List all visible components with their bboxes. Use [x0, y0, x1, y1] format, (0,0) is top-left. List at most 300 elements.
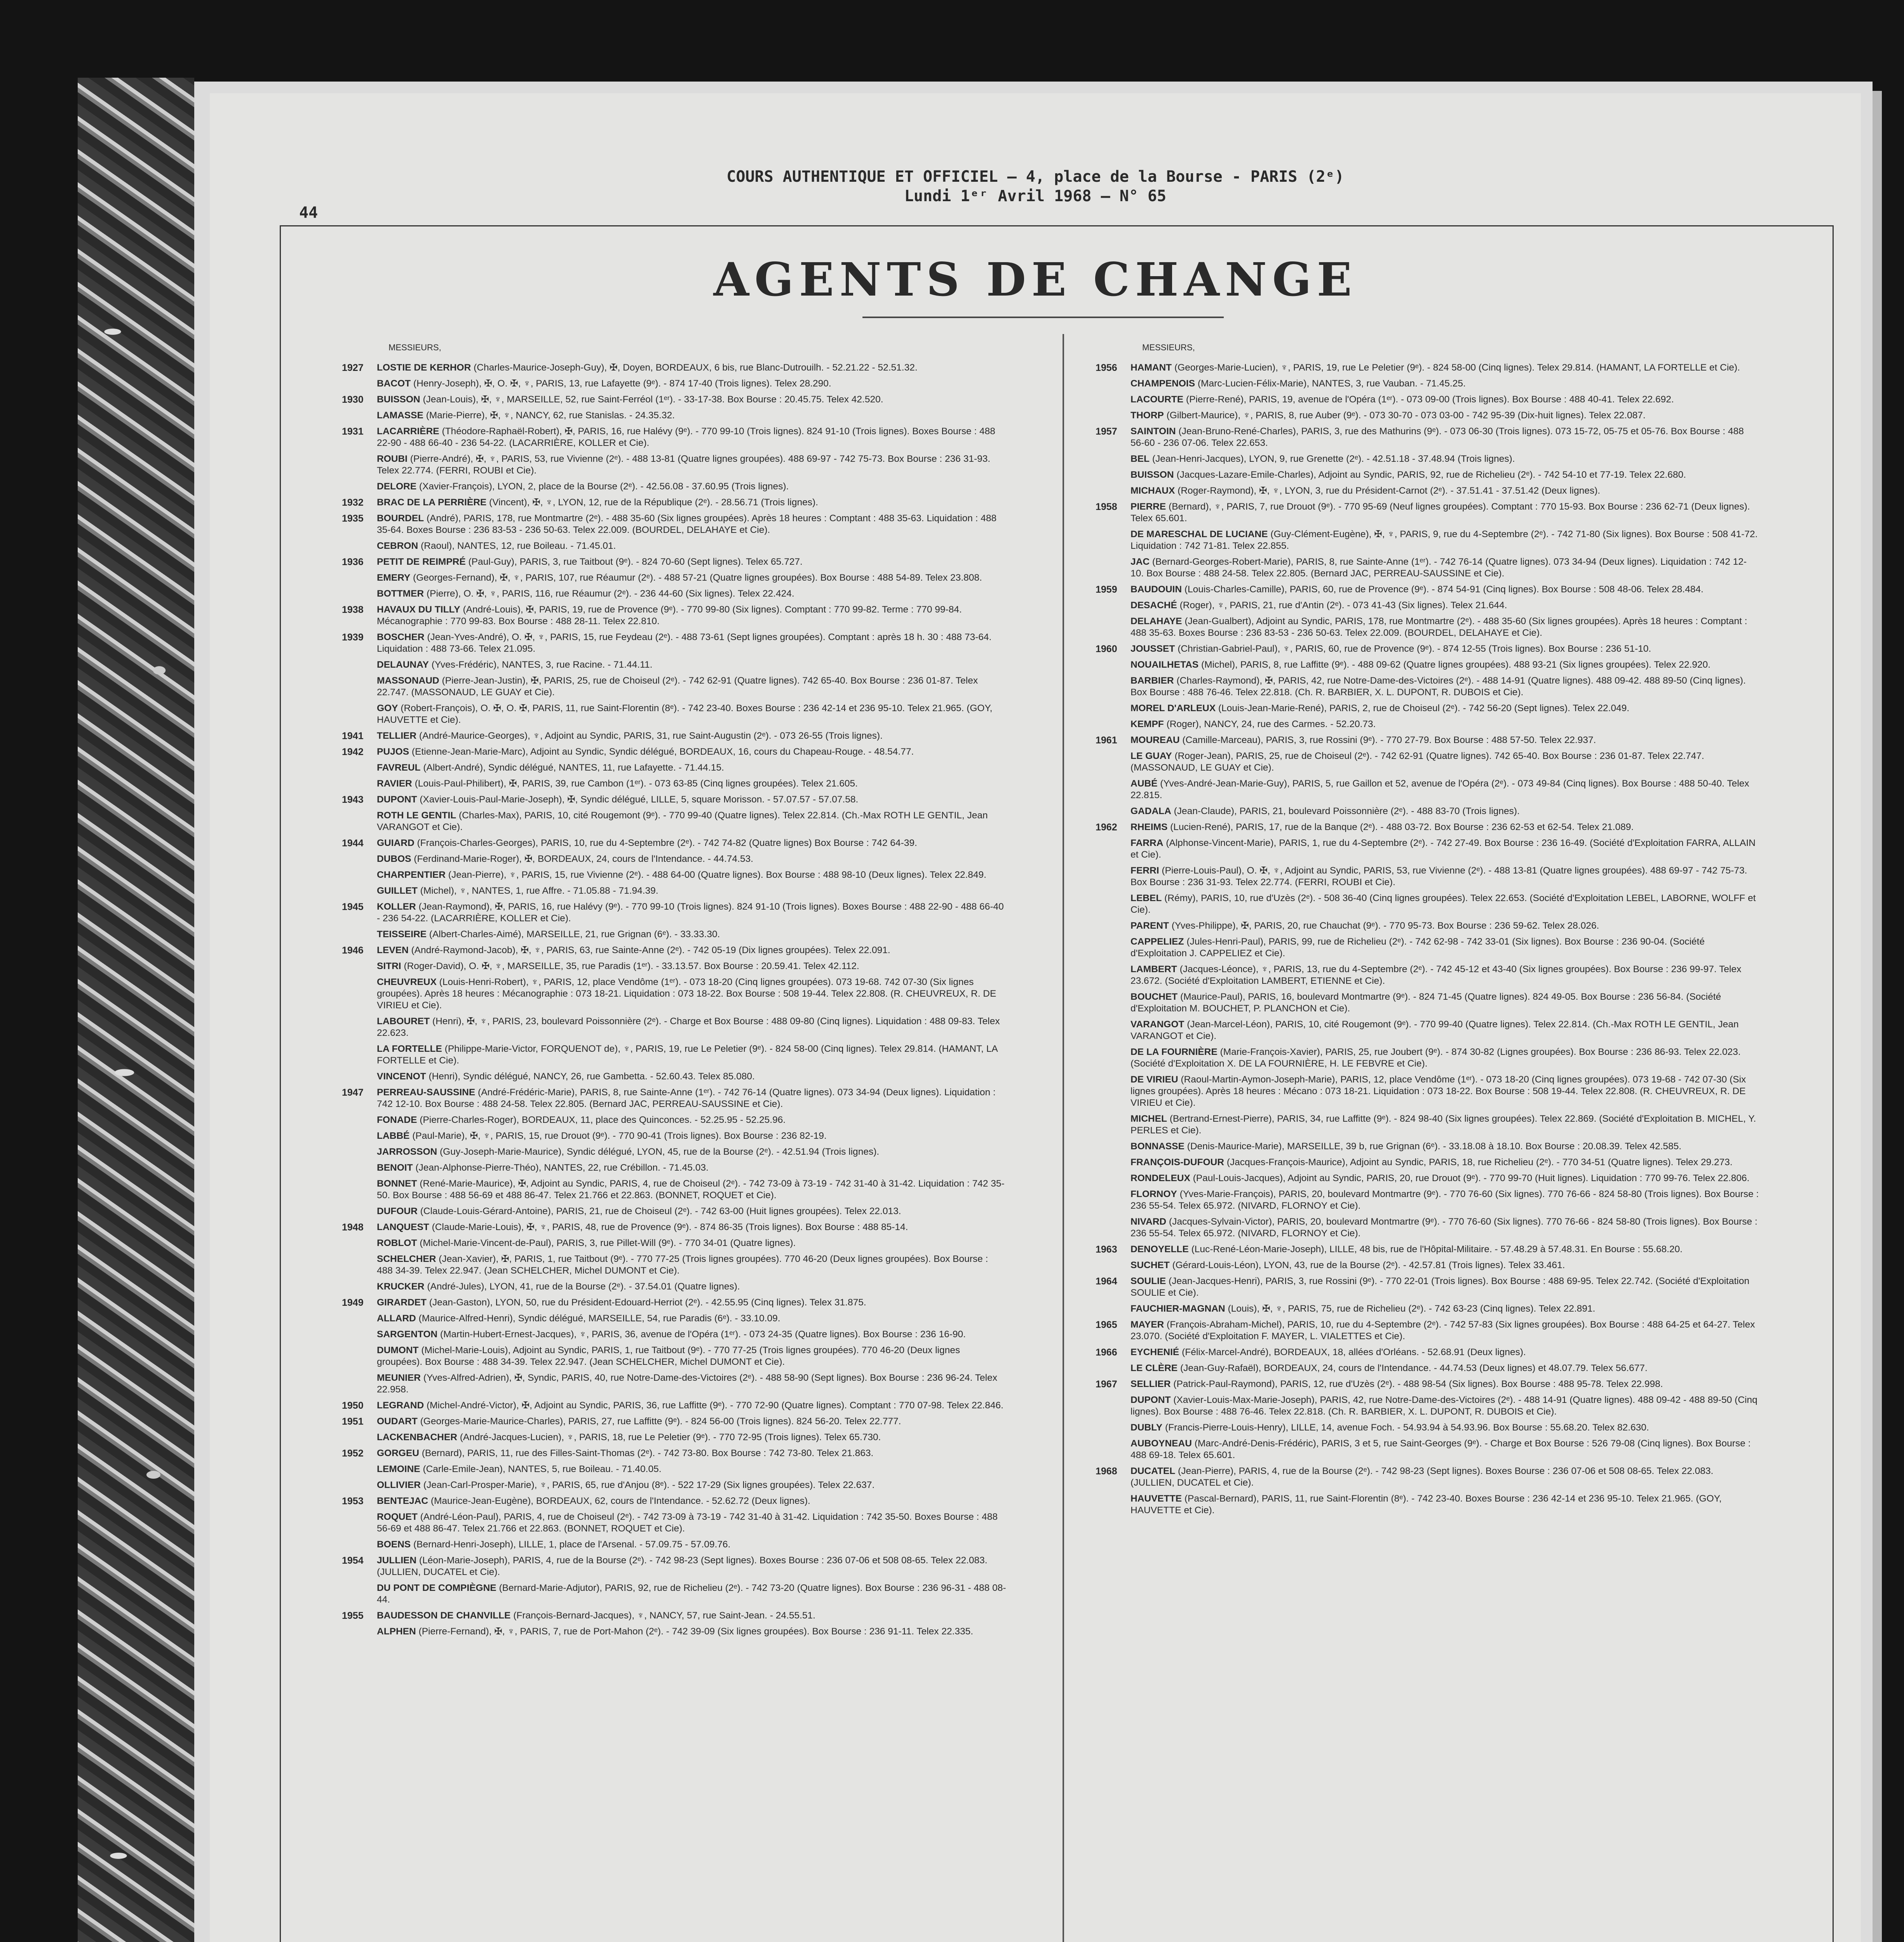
agent-name: LACKENBACHER — [377, 1432, 457, 1443]
admission-year: 1936 — [342, 557, 364, 567]
agent-entry — [1080, 719, 1760, 730]
agent-details: (André-Frédéric-Marie), PARIS, 8, rue Sainte-Anne (1ᵉʳ). - 742 76-14 (Quatre lignes). 073 34-94 (Deux lignes). Liquidation : 742 12-10. Box Bourse : 488 24-58. Telex 22.805. (Bernard JAC, PERREAU-SAUSSINE et Cie). — [377, 1087, 996, 1109]
agent-entry — [1080, 1493, 1760, 1516]
agent-name: DUMONT — [377, 1345, 419, 1356]
agent-entry — [326, 1114, 1006, 1126]
agent-name: LA FORTELLE — [377, 1044, 442, 1054]
admission-year: 1951 — [342, 1416, 364, 1427]
admission-year: 1953 — [342, 1496, 364, 1507]
agent-entry — [1080, 643, 1760, 655]
admission-year: 1949 — [342, 1297, 364, 1308]
agent-entry — [1080, 600, 1760, 611]
agent-details: (Christian-Gabriel-Paul), ♆, PARIS, 60, rue de Provence (9ᵉ). - 874 12-55 (Trois lignes). Box Bourse : 236 51-10. — [1178, 644, 1651, 654]
agent-details: (Louis-Henri-Robert), ♆, PARIS, 12, place Vendôme (1ᵉʳ). - 073 18-20 (Cinq lignes groupées). 073 19-68. 742 07-30 (Six lignes groupées). Après 18 heures : Mécanographie : 073 18-21. Liquidation : 073 18-22. Box Bourse : 508 19-44. Telex 22.808. (R. CHEUVREUX, R. DE VIRIEU et Cie). — [377, 977, 996, 1011]
agent-name: OUDART — [377, 1416, 418, 1427]
admission-year: 1932 — [342, 497, 364, 508]
header-line-2: Lundi 1ᵉʳ Avril 1968 — N° 65 — [904, 187, 1167, 205]
agent-name: BENOIT — [377, 1162, 413, 1173]
agent-entry — [326, 410, 1006, 421]
agent-details: (André-Léon-Paul), PARIS, 4, rue de Choiseul (2ᵉ). - 742 73-09 à 73-19 - 742 31-40 à 31-42. Liquidation : 742 35-50. Boxes Bourse : 488 56-69 et 488 86-47. Telex 21.766 et 22.863. (BONNET, ROQUET et Cie). — [377, 1512, 998, 1534]
agent-entry — [326, 1416, 1006, 1427]
agent-details: (Jean-Yves-André), O. ✠, ♆, PARIS, 15, rue Feydeau (2ᵉ). - 488 73-61 (Sept lignes groupées). Comptant : après 18 h. 30 : 488 73-64. Liquidation : 488 73-66. Telex 21.095. — [377, 632, 992, 654]
agent-details: (Pierre-Jean-Justin), ✠, PARIS, 25, rue de Choiseul (2ᵉ). - 742 62-91 (Quatre lignes). 742 65-40. Box Bourse : 236 01-87. Telex 22.747. (MASSONAUD, LE GUAY et Cie). — [377, 675, 978, 698]
agent-details: (Pascal-Bernard), PARIS, 11, rue Saint-Florentin (8ᵉ). - 742 23-40. Boxes Bourse : 236 42-14 et 236 95-10. Telex 21.965. (GOY, HAUVETTE et Cie). — [1131, 1493, 1722, 1516]
agent-entry — [326, 837, 1006, 849]
agent-details: (Jean-Pierre), ♆, PARIS, 15, rue Vivienne (2ᵉ). - 488 64-00 (Quatre lignes). Box Bourse : 488 98-10 (Deux lignes). Telex 22.849. — [448, 870, 986, 880]
agent-entry — [1080, 1074, 1760, 1109]
agent-name: AUBOYNEAU — [1131, 1438, 1192, 1449]
agent-name: TEISSEIRE — [377, 929, 427, 940]
agent-entry — [1080, 1260, 1760, 1271]
agent-entry — [326, 1206, 1006, 1217]
agent-entry — [326, 1329, 1006, 1340]
agent-details: (André), PARIS, 178, rue Montmartre (2ᵉ). - 488 35-60 (Six lignes groupées). Après 18 heures : Comptant : 488 35-63. Liquidation : 488 35-64. Boxes Bourse : 236 83-53 - 236 50-63. Telex 22.009. (BOURDEL, DELAHAYE et Cie). — [377, 513, 997, 535]
agent-details: (Carle-Emile-Jean), NANTES, 5, rue Boileau. - 71.40.05. — [423, 1464, 662, 1474]
agent-name: CAPPELIEZ — [1131, 936, 1184, 947]
agent-details: (Bernard), ♆, PARIS, 7, rue Drouot (9ᵉ). - 770 95-69 (Neuf lignes groupées). Comptant : 770 15-93. Box Bourse : 236 62-71 (Deux lignes). Telex 65.601. — [1131, 501, 1750, 524]
agent-details: (Félix-Marcel-André), BORDEAUX, 18, allées d'Orléans. - 52.68.91 (Deux lignes). — [1182, 1347, 1526, 1357]
agent-details: (Jacques-François-Maurice), Adjoint au Syndic, PARIS, 18, rue Richelieu (2ᵉ). - 770 34-51 (Quatre lignes). Telex 29.273. — [1226, 1157, 1733, 1168]
agent-details: (André-Jules), LYON, 41, rue de la Bourse (2ᵉ). - 37.54.01 (Quatre lignes). — [427, 1281, 740, 1292]
agent-details: (Xavier-Louis-Max-Marie-Joseph), PARIS, 42, rue Notre-Dame-des-Victoires (2ᵉ). - 488 14-91 (Quatre lignes). 488 09-42 - 488 89-50 (Cinq lignes). Box Bourse : 488 76-46. Telex 22.818. (Ch. R. BARBIER, X. L. DUPONT, R. DUBOIS et Cie). — [1131, 1395, 1758, 1417]
agent-name: CHEUVREUX — [377, 977, 437, 987]
agent-entry — [1080, 426, 1760, 449]
agent-entry — [1080, 1046, 1760, 1070]
agent-details: (Maurice-Jean-Eugène), BORDEAUX, 62, cours de l'Intendance. - 52.62.72 (Deux lignes). — [430, 1496, 810, 1506]
agent-name: GORGEU — [377, 1448, 419, 1458]
admission-year: 1935 — [342, 513, 364, 524]
agent-details: (Jean-Guy-Rafaël), BORDEAUX, 24, cours de l'Intendance. - 44.74.53 (Deux lignes) et 48.07.79. Telex 56.677. — [1180, 1363, 1648, 1373]
agent-name: PIERRE — [1131, 501, 1166, 512]
agent-details: (Claude-Marie-Louis), ✠, ♆, PARIS, 48, rue de Provence (9ᵉ). - 874 86-35 (Trois lignes). Box Bourse : 488 85-14. — [432, 1222, 908, 1232]
header-line-1: COURS AUTHENTIQUE ET OFFICIEL — 4, place de la Bourse - PARIS (2ᵉ) — [726, 168, 1344, 186]
agent-entry — [1080, 410, 1760, 421]
agent-entry — [1080, 1438, 1760, 1461]
agent-details: (Henri), Syndic délégué, NANCY, 26, rue Gambetta. - 52.60.43. Telex 85.080. — [429, 1071, 755, 1082]
agent-details: (François-Charles-Georges), PARIS, 10, rue du 4-Septembre (2ᵉ). - 742 74-82 (Quatre lignes) Box Bourse : 742 64-39. — [417, 838, 917, 848]
agent-name: HAUVETTE — [1131, 1493, 1182, 1504]
agent-entry — [326, 1222, 1006, 1233]
agent-details: (Camille-Marceau), PARIS, 3, rue Rossini (9ᵉ). - 770 27-79. Box Bourse : 488 57-50. Telex 22.937. — [1182, 735, 1596, 745]
agent-details: (Charles-Max), PARIS, 10, cité Rougemont (9ᵉ). - 770 99-40 (Quatre lignes). Telex 22.814. (Ch.-Max ROTH LE GENTIL, Jean VARANGOT et Cie). — [377, 810, 988, 832]
agent-entry — [326, 1237, 1006, 1249]
agent-entry — [326, 556, 1006, 568]
agent-details: (Raoul-Martin-Aymon-Joseph-Marie), PARIS, 12, place Vendôme (1ᵉʳ). - 073 18-20 (Cinq lignes groupées). 073 19-68 - 742 07-30 (Six lignes groupées). Après 18 heures : Mécano : 073 18-21. Liquidation : 073 18-22. Box Bourse : 508 19-44. Telex 22.808. (R. CHEUVREUX, R. DE VIRIEU et Cie). — [1131, 1074, 1746, 1108]
agent-name: DELAHAYE — [1131, 616, 1182, 626]
agent-entry — [326, 453, 1006, 477]
agent-name: BEL — [1131, 454, 1150, 464]
agent-details: (Michel), PARIS, 8, rue Laffitte (9ᵉ). - 488 09-62 (Quatre lignes groupées). 488 93-21 (Six lignes groupées). Telex 22.920. — [1201, 660, 1711, 670]
admission-year: 1952 — [342, 1448, 364, 1459]
agent-details: (Charles-Maurice-Joseph-Guy), ✠, Doyen, BORDEAUX, 6 bis, rue Blanc-Dutrouilh. - 52.21.22 - 52.51.32. — [474, 362, 918, 373]
agent-name: FERRI — [1131, 865, 1159, 876]
agent-entry — [1080, 485, 1760, 497]
agent-entry — [326, 703, 1006, 726]
agent-details: (Ferdinand-Marie-Roger), ✠, BORDEAUX, 24, cours de l'Intendance. - 44.74.53. — [414, 854, 753, 864]
agent-details: (Paul-Guy), PARIS, 3, rue Taitbout (9ᵉ). - 824 70-60 (Sept lignes). Telex 65.727. — [468, 557, 803, 567]
agent-details: (Jean-Carl-Prosper-Marie), ♆, PARIS, 65, rue d'Anjou (8ᵉ). - 522 17-29 (Six lignes groupées). Telex 22.637. — [423, 1480, 875, 1490]
admission-year: 1938 — [342, 604, 364, 615]
agent-name: RAVIER — [377, 778, 412, 789]
agent-details: (Raoul), NANTES, 12, rue Boileau. - 71.45.01. — [420, 541, 616, 551]
agent-entry — [1080, 1303, 1760, 1315]
left-column — [326, 342, 1006, 1642]
agent-entry — [1080, 1113, 1760, 1136]
admission-year: 1967 — [1096, 1379, 1117, 1390]
agent-details: (René-Marie-Maurice), ✠, Adjoint au Syndic, PARIS, 4, rue de Choiseul (2ᵉ). - 742 73-09 à 73-19 - 742 31-40 à 31-42. Liquidation : 742 35-50. Box Bourse : 488 56-69 et 488 86-47. Telex 21.766 et 22.863. (BONNET, ROQUET et Cie). — [377, 1178, 1005, 1201]
agent-details: (Yves-Alfred-Adrien), ✠, Syndic, PARIS, 40, rue Notre-Dame-des-Victoires (2ᵉ). - 488 58-90 (Sept lignes). Box Bourse : 236 96-24. Telex 22.958. — [377, 1373, 997, 1395]
agent-entry — [326, 976, 1006, 1011]
admission-year: 1958 — [1096, 501, 1117, 512]
agent-entry — [326, 762, 1006, 774]
column-separator — [1063, 334, 1064, 1942]
agent-details: (Albert-André), Syndic délégué, NANTES, 11, rue Lafayette. - 71.44.15. — [423, 762, 724, 773]
agent-name: SUCHET — [1131, 1260, 1170, 1270]
admission-year: 1961 — [1096, 735, 1117, 746]
agent-details: (Jean-Pierre), PARIS, 4, rue de la Bourse (2ᵉ). - 742 98-23 (Sept lignes). Boxes Bourse : 236 07-06 et 508 08-65. Telex 22.083. (JULLIEN, DUCATEL et Cie). — [1131, 1466, 1714, 1488]
agent-name: KEMPF — [1131, 719, 1164, 729]
agent-entry — [326, 794, 1006, 806]
agent-name: BARBIER — [1131, 675, 1174, 686]
admission-year: 1960 — [1096, 644, 1117, 654]
agent-details: (Georges-Marie-Maurice-Charles), PARIS, 27, rue Laffitte (9ᵉ). - 824 56-00 (Trois lignes). 824 56-20. Telex 22.777. — [420, 1416, 901, 1427]
agent-name: LAMBERT — [1131, 964, 1177, 974]
agent-entry — [1080, 584, 1760, 595]
agent-details: (Marc-André-Denis-Frédéric), PARIS, 3 et 5, rue Saint-Georges (9ᵉ). - Charge et Box Bourse : 526 79-08 (Cinq lignes). Box Bourse : 488 69-18. Telex 65.601. — [1131, 1438, 1751, 1460]
agent-details: (Jean-Xavier), ✠, PARIS, 1, rue Taitbout (9ᵉ). - 770 77-25 (Trois lignes groupées). 770 46-20 (Deux lignes groupées). Box Bourse : 488 34-39. Telex 22.947. (Jean SCHELCHER, Michel DUMONT et Cie). — [377, 1254, 988, 1276]
agent-entry — [1080, 837, 1760, 861]
admission-year: 1941 — [342, 731, 364, 741]
agent-name: MOUREAU — [1131, 735, 1180, 745]
agent-name: DUPONT — [377, 794, 417, 805]
agent-details: (Jean-Louis), ✠, ♆, MARSEILLE, 52, rue Saint-Ferréol (1ᵉʳ). - 33-17-38. Box Bourse : 20.45.75. Telex 42.520. — [423, 394, 883, 405]
agent-entry — [326, 1297, 1006, 1309]
agent-name: JARROSSON — [377, 1147, 437, 1157]
agent-details: (Jean-Gaston), LYON, 50, rue du Président-Edouard-Herriot (2ᵉ). - 42.55.95 (Cinq lignes). Telex 31.875. — [429, 1297, 866, 1308]
agent-name: ROUBI — [377, 454, 408, 464]
agent-name: ROQUET — [377, 1512, 418, 1522]
agent-name: MASSONAUD — [377, 675, 439, 686]
agent-name: MICHAUX — [1131, 486, 1175, 496]
agent-entry — [1080, 734, 1760, 746]
agent-entry — [1080, 556, 1760, 579]
agent-name: SITRI — [377, 961, 401, 971]
agent-entry — [326, 1253, 1006, 1277]
agent-entry — [326, 426, 1006, 449]
agent-name: DUCATEL — [1131, 1466, 1176, 1476]
agent-name: BACOT — [377, 378, 411, 389]
agent-entry — [1080, 1189, 1760, 1212]
admission-year: 1939 — [342, 632, 364, 643]
agent-name: JOUSSET — [1131, 644, 1175, 654]
agent-details: (Roger-Jean), PARIS, 25, rue de Choiseul (2ᵉ). - 742 62-91 (Quatre lignes). 742 65-40. Box Bourse : 236 01-87. Telex 22.747. (MASSONAUD, LE GUAY et Cie). — [1131, 751, 1704, 773]
agent-entry — [1080, 750, 1760, 774]
agent-entry — [326, 1130, 1006, 1142]
title-rule — [862, 317, 1224, 318]
agent-name: LACOURTE — [1131, 394, 1184, 405]
agent-name: MAYER — [1131, 1319, 1164, 1330]
admission-year: 1964 — [1096, 1276, 1117, 1287]
agent-details: (Roger), ♆, PARIS, 21, rue d'Antin (2ᵉ). - 073 41-43 (Six lignes). Telex 21.644. — [1179, 600, 1507, 611]
agent-details: (Guy-Clément-Eugène), ✠, ♆, PARIS, 9, rue du 4-Septembre (2ᵉ). - 742 71-80 (Six lignes). Box Bourse : 508 41-72. Liquidation : 742 71-81. Telex 22.855. — [1131, 529, 1758, 551]
agent-name: GUILLET — [377, 886, 418, 896]
admission-year: 1927 — [342, 362, 364, 373]
agent-entry — [326, 632, 1006, 655]
agent-details: (Gilbert-Maurice), ♆, PARIS, 8, rue Auber (9ᵉ). - 073 30-70 - 073 03-00 - 742 95-39 (Dix-huit lignes). Telex 22.087. — [1166, 410, 1646, 421]
agent-name: LEMOINE — [377, 1464, 420, 1474]
agent-entry — [1080, 659, 1760, 671]
agent-details: (Henry-Joseph), ✠, O. ✠, ♆, PARIS, 13, rue Lafayette (9ᵉ). - 874 17-40 (Trois lignes). Telex 28.290. — [413, 378, 831, 389]
admission-year: 1959 — [1096, 584, 1117, 595]
agent-details: (Théodore-Raphaël-Robert), ✠, PARIS, 16, rue Halévy (9ᵉ). - 770 99-10 (Trois lignes). 824 91-10 (Trois lignes). Boxes Bourse : 488 22-90 - 488 66-40 - 236 54-22. (LACARRIÈRE, KOLLER et Cie). — [377, 426, 995, 448]
agent-details: (Jacques-Lazare-Emile-Charles), Adjoint au Syndic, PARIS, 92, rue de Richelieu (2ᵉ). - 742 54-10 et 77-19. Telex 22.680. — [1176, 470, 1686, 480]
agent-name: BOENS — [377, 1539, 411, 1550]
agent-name: DE MARESCHAL DE LUCIANE — [1131, 529, 1268, 539]
agent-name: MICHEL — [1131, 1114, 1167, 1124]
agent-details: (Léon-Marie-Joseph), PARIS, 4, rue de la Bourse (2ᵉ). - 742 98-23 (Sept lignes). Boxes Bourse : 236 07-06 et 508 08-65. Telex 22.083. (JULLIEN, DUCATEL et Cie). — [377, 1555, 988, 1577]
agent-details: (Bernard), PARIS, 11, rue des Filles-Saint-Thomas (2ᵉ). - 742 73-80. Box Bourse : 742 73-80. Telex 21.863. — [422, 1448, 874, 1458]
agent-name: SCHELCHER — [377, 1254, 436, 1264]
agent-entry — [1080, 991, 1760, 1015]
agent-entry — [326, 961, 1006, 972]
agent-name: LABBÉ — [377, 1131, 410, 1141]
agent-details: (Jacques-Sylvain-Victor), PARIS, 20, boulevard Montmartre (9ᵉ). - 770 76-60 (Six lignes). 770 76-66 - 824 58-80 (Trois lignes). Box Bourse : 236 55-54. Telex 65.972. (NIVARD, FLORNOY et Cie). — [1131, 1216, 1758, 1239]
agent-details: (Paul-Marie), ✠, ♆, PARIS, 15, rue Drouot (9ᵉ). - 770 90-41 (Trois lignes). Box Bourse : 236 82-19. — [412, 1131, 827, 1141]
agent-name: NIVARD — [1131, 1216, 1167, 1227]
admission-year: 1957 — [1096, 426, 1117, 437]
agent-entry — [326, 929, 1006, 940]
agent-name: DUFOUR — [377, 1206, 418, 1216]
agent-details: (Albert-Charles-Aimé), MARSEILLE, 21, rue Grignan (6ᵉ). - 33.33.30. — [429, 929, 720, 940]
admission-year: 1930 — [342, 394, 364, 405]
agent-details: (Jean-Bruno-René-Charles), PARIS, 3, rue des Mathurins (9ᵉ). - 073 06-30 (Trois lignes). 073 15-72, 05-75 et 05-76. Box Bourse : 488 56-60 - 236 07-06. Telex 22.653. — [1131, 426, 1744, 448]
agent-name: CHARPENTIER — [377, 870, 446, 880]
admission-year: 1948 — [342, 1222, 364, 1233]
agent-details: (Yves-André-Jean-Marie-Guy), PARIS, 5, rue Gaillon et 52, avenue de l'Opéra (2ᵉ). - 073 49-84 (Cinq lignes). Box Bourse : 488 50-40. Telex 22.815. — [1131, 778, 1749, 800]
agent-entry — [326, 513, 1006, 536]
agent-details: (François-Bernard-Jacques), ♆, NANCY, 57, rue Saint-Jean. - 24.55.51. — [513, 1610, 815, 1621]
agent-entry — [326, 730, 1006, 742]
agent-name: BENTEJAC — [377, 1496, 429, 1506]
agent-entry — [326, 1071, 1006, 1082]
agent-details: (Yves-Philippe), ✠, PARIS, 20, rue Chauchat (9ᵉ). - 770 95-73. Box Bourse : 236 59-62. Telex 28.026. — [1171, 921, 1599, 931]
agent-details: (Pierre-André), ✠, ♆, PARIS, 53, rue Vivienne (2ᵉ). - 488 13-81 (Quatre lignes groupées). 488 69-97 - 742 75-73. Box Bourse : 236 31-93. Telex 22.774. (FERRI, ROUBI et Cie). — [377, 454, 991, 476]
agent-entry — [1080, 1363, 1760, 1374]
admission-year: 1943 — [342, 794, 364, 805]
agent-name: LEBEL — [1131, 893, 1162, 903]
agent-name: JAC — [1131, 557, 1150, 567]
agent-entry — [326, 540, 1006, 552]
agent-details: (Paul-Louis-Jacques), Adjoint au Syndic, PARIS, 20, rue Drouot (9ᵉ). - 770 99-70 (Huit lignes). Liquidation : 770 99-76. Telex 22.806. — [1193, 1173, 1750, 1183]
agent-name: DENOYELLE — [1131, 1244, 1189, 1255]
agent-entry — [326, 1313, 1006, 1324]
salutation-right: MESSIEURS, — [1142, 343, 1195, 352]
agent-name: LE CLÈRE — [1131, 1363, 1178, 1373]
agent-entry — [1080, 1465, 1760, 1489]
page-title: AGENTS DE CHANGE — [713, 252, 1357, 306]
agent-entry — [326, 1178, 1006, 1201]
agent-entry — [1080, 920, 1760, 932]
agent-entry — [326, 497, 1006, 508]
agent-entry — [326, 572, 1006, 584]
agent-entry — [1080, 616, 1760, 639]
agent-details: (Jean-Marcel-Léon), PARIS, 10, cité Rougemont (9ᵉ). - 770 99-40 (Quatre lignes). Telex 22.814. (Ch.-Max ROTH LE GENTIL, Jean VARANGOT et Cie). — [1131, 1019, 1739, 1041]
agent-name: BOUCHET — [1131, 992, 1178, 1002]
agent-name: BAUDOUIN — [1131, 584, 1182, 595]
agent-name: FAVREUL — [377, 762, 421, 773]
right-column — [1080, 342, 1760, 1521]
agent-name: KOLLER — [377, 901, 416, 912]
agent-entry — [326, 1043, 1006, 1067]
agent-entry — [326, 1016, 1006, 1039]
agent-entry — [1080, 1019, 1760, 1042]
agent-name: LABOURET — [377, 1016, 430, 1027]
agent-details: (Bernard-Georges-Robert-Marie), PARIS, 8, rue Sainte-Anne (1ᵉʳ). - 742 76-14 (Quatre lignes). 073 34-94 (Deux lignes). Liquidation : 742 12-10. Box Bourse : 488 24-58. Telex 22.805. (Bernard JAC, PERREAU-SAUSSINE et Cie). — [1131, 557, 1747, 579]
agent-details: (André-Raymond-Jacob), ✠, ♆, PARIS, 63, rue Sainte-Anne (2ᵉ). - 742 05-19 (Dix lignes groupées). Telex 22.091. — [411, 945, 890, 955]
agent-name: SARGENTON — [377, 1329, 438, 1340]
page-number: 44 — [299, 204, 318, 222]
agent-details: (Rémy), PARIS, 10, rue d'Uzès (2ᵉ). - 508 36-40 (Cinq lignes groupées). Telex 22.653. (Société d'Exploitation LEBEL, LABORNE, WOLFF et Cie). — [1131, 893, 1756, 915]
agent-details: (Louis-Charles-Camille), PARIS, 60, rue de Provence (9ᵉ). - 874 54-91 (Cinq lignes). Box Bourse : 508 48-06. Telex 28.484. — [1184, 584, 1704, 595]
agent-name: GUIARD — [377, 838, 415, 848]
agent-name: DUPONT — [1131, 1395, 1171, 1405]
agent-entry — [326, 1539, 1006, 1550]
agent-name: EMERY — [377, 573, 411, 583]
admission-year: 1955 — [342, 1610, 364, 1621]
agent-entry — [1080, 378, 1760, 390]
agent-details: (Guy-Joseph-Marie-Maurice), Syndic délégué, LYON, 45, rue de la Bourse (2ᵉ). - 42.51.94 (Trois lignes). — [440, 1147, 880, 1157]
agent-entry — [326, 1146, 1006, 1158]
agent-entry — [326, 885, 1006, 897]
agent-name: VINCENOT — [377, 1071, 426, 1082]
agent-details: (Roger-David), O. ✠, ♆, MARSEILLE, 35, rue Paradis (1ᵉʳ). - 33.13.57. Box Bourse : 20.59.41. Telex 42.112. — [404, 961, 859, 971]
agent-entry — [326, 1610, 1006, 1622]
agent-entry — [326, 901, 1006, 924]
agent-entry — [326, 810, 1006, 833]
agent-entry — [326, 1463, 1006, 1475]
agent-name: KRUCKER — [377, 1281, 425, 1292]
agent-entry — [326, 869, 1006, 881]
agent-details: (Michel-Marie-Vincent-de-Paul), PARIS, 3, rue Pillet-Will (9ᵉ). - 770 34-01 (Quatre lignes). — [420, 1238, 796, 1248]
agent-name: GOY — [377, 703, 398, 713]
agent-name: FRANÇOIS-DUFOUR — [1131, 1157, 1224, 1168]
agent-details: (Robert-François), O. ✠, O. ✠, PARIS, 11, rue Saint-Florentin (8ᵉ). - 742 23-40. Boxes Bourse : 236 42-14 et 236 95-10. Telex 21.965. (GOY, HAUVETTE et Cie). — [377, 703, 993, 725]
agent-name: AUBÉ — [1131, 778, 1158, 789]
agent-name: BAUDESSON DE CHANVILLE — [377, 1610, 511, 1621]
agent-details: (Yves-Marie-François), PARIS, 20, boulevard Montmartre (9ᵉ). - 770 76-60 (Six lignes). 770 76-66 - 824 58-80 (Trois lignes). Box Bourse : 236 55-54. Telex 65.972. (NIVARD, FLORNOY et Cie). — [1131, 1189, 1759, 1211]
agent-entry — [1080, 469, 1760, 481]
admission-year: 1944 — [342, 838, 364, 849]
agent-name: FAUCHIER-MAGNAN — [1131, 1303, 1225, 1314]
agent-entry — [326, 1400, 1006, 1411]
agent-name: THORP — [1131, 410, 1164, 421]
agent-details: (Pierre-René), PARIS, 19, avenue de l'Opéra (1ᵉʳ). - 073 09-00 (Trois lignes). Box Bourse : 488 40-41. Telex 22.692. — [1186, 394, 1674, 405]
agent-name: BOTTMER — [377, 588, 424, 599]
agent-entry — [1080, 1244, 1760, 1255]
agent-details: (Marc-Lucien-Félix-Marie), NANTES, 3, rue Vauban. - 71.45.25. — [1197, 378, 1466, 389]
agent-name: NOUAILHETAS — [1131, 660, 1199, 670]
agent-name: BOSCHER — [377, 632, 425, 642]
agent-details: (Michel), ♆, NANTES, 1, rue Affre. - 71.05.88 - 71.94.39. — [420, 886, 658, 896]
agent-entry — [1080, 1319, 1760, 1342]
agent-details: (André-Jacques-Lucien), ♆, PARIS, 18, rue Le Peletier (9ᵉ). - 770 72-95 (Trois lignes). Telex 65.730. — [460, 1432, 881, 1443]
agent-entry — [1080, 453, 1760, 465]
agent-name: RONDELEUX — [1131, 1173, 1190, 1183]
agent-details: (Gérard-Louis-Léon), LYON, 43, rue de la Bourse (2ᵉ). - 42.57.81 (Trois lignes). Telex 33.461. — [1172, 1260, 1565, 1270]
agent-name: BUISSON — [377, 394, 420, 405]
agent-entry — [1080, 1378, 1760, 1390]
agent-name: ROTH LE GENTIL — [377, 810, 456, 821]
agent-details: (Jean-Claude), PARIS, 21, boulevard Poissonnière (2ᵉ). - 488 83-70 (Trois lignes). — [1174, 806, 1520, 816]
agent-details: (Francis-Pierre-Louis-Henry), LILLE, 14, avenue Foch. - 54.93.94 à 54.93.96. Box Bourse : 55.68.20. Telex 82.630. — [1165, 1422, 1649, 1433]
agent-name: DUBLY — [1131, 1422, 1163, 1433]
agent-entry — [1080, 1276, 1760, 1299]
agent-entry — [326, 675, 1006, 698]
agent-entry — [1080, 778, 1760, 801]
agent-entry — [326, 481, 1006, 492]
agent-details: (Jean-Alphonse-Pierre-Théo), NANTES, 22, rue Crébillon. - 71.45.03. — [415, 1162, 709, 1173]
agent-entry — [326, 746, 1006, 758]
admission-year: 1956 — [1096, 362, 1117, 373]
agent-details: (Claude-Louis-Gérard-Antoine), PARIS, 21, rue de Choiseul (2ᵉ). - 742 63-00 (Huit lignes groupées). Telex 22.013. — [420, 1206, 901, 1216]
agent-entry — [326, 1345, 1006, 1368]
agent-entry — [326, 1372, 1006, 1396]
agent-name: PETIT DE REIMPRÉ — [377, 557, 466, 567]
agent-details: (Jacques-Léonce), ♆, PARIS, 13, rue du 4-Septembre (2ᵉ). - 742 45-12 et 43-40 (Six lignes groupées). Box Bourse : 236 99-97. Telex 23.672. (Société d'Exploitation LAMBERT, ETIENNE et Cie). — [1131, 964, 1742, 986]
agent-details: (Michel-Marie-Louis), Adjoint au Syndic, PARIS, 1, rue Taitbout (9ᵉ). - 770 77-25 (Trois lignes groupées). 770 46-20 (Deux lignes groupées). Box Bourse : 488 34-39. Telex 22.947. (Jean SCHELCHER, Michel DUMONT et Cie). — [377, 1345, 960, 1367]
agent-name: VARANGOT — [1131, 1019, 1185, 1030]
agent-name: FONADE — [377, 1115, 417, 1125]
admission-year: 1931 — [342, 426, 364, 437]
admission-year: 1968 — [1096, 1466, 1117, 1477]
agent-details: (Yves-Frédéric), NANTES, 3, rue Racine. - 71.44.11. — [431, 660, 653, 670]
agent-name: FLORNOY — [1131, 1189, 1177, 1199]
agent-details: (Maurice-Paul), PARIS, 16, boulevard Montmartre (9ᵉ). - 824 71-45 (Quatre lignes). 824 49-05. Box Bourse : 236 56-84. (Société d'Exploitation M. BOUCHET, P. PLANCHON et Cie). — [1131, 992, 1721, 1014]
agent-details: (Jules-Henri-Paul), PARIS, 99, rue de Richelieu (2ᵉ). - 742 62-98 - 742 33-01 (Six lignes). Box Bourse : 236 90-04. (Société d'Exploitation J. CAPPELIEZ et Cie). — [1131, 936, 1705, 959]
agent-name: DUBOS — [377, 854, 411, 864]
agent-name: JULLIEN — [377, 1555, 417, 1566]
agent-entry — [1080, 703, 1760, 714]
agent-details: (Michel-André-Victor), ✠, Adjoint au Syndic, PARIS, 36, rue Laffitte (9ᵉ). - 770 72-90 (Quatre lignes). Comptant : 770 07-98. Telex 22.846. — [426, 1400, 1003, 1411]
agent-details: (François-Abraham-Michel), PARIS, 10, rue du 4-Septembre (2ᵉ). - 742 57-83 (Six lignes groupées). Box Bourse : 488 64-25 et 64-27. Telex 23.070. (Société d'Exploitation F. MAYER, L. VIALETTES et Cie). — [1131, 1319, 1755, 1342]
agent-entry — [326, 659, 1006, 671]
agent-entry — [1080, 893, 1760, 916]
agent-name: OLLIVIER — [377, 1480, 421, 1490]
agent-entry — [1080, 501, 1760, 524]
agent-name: MOREL D'ARLEUX — [1131, 703, 1216, 713]
agent-name: ALPHEN — [377, 1626, 416, 1637]
agent-name: GIRARDET — [377, 1297, 427, 1308]
agent-name: DELAUNAY — [377, 660, 429, 670]
agent-entry — [326, 1626, 1006, 1637]
agent-details: (Georges-Fernand), ✠, ♆, PARIS, 107, rue Réaumur (2ᵉ). - 488 57-21 (Quatre lignes groupées). Box Bourse : 488 54-89. Telex 23.808. — [413, 573, 982, 583]
agent-details: (Jean-Gualbert), Adjoint au Syndic, PARIS, 178, rue Montmartre (2ᵉ). - 488 35-60 (Six lignes groupées). Après 18 heures : Comptant : 488 35-63. Boxes Bourse : 236 83-53 - 236 50-63. Telex 22.009. (BOURDEL, DELAHAYE et Cie). — [1131, 616, 1747, 638]
agent-details: (Bertrand-Ernest-Pierre), PARIS, 34, rue Laffitte (9ᵉ). - 824 98-40 (Six lignes groupées). Telex 22.869. (Société d'Exploitation B. MICHEL, Y. PERLES et Cie). — [1131, 1114, 1756, 1136]
agent-name: LE GUAY — [1131, 751, 1172, 761]
admission-year: 1962 — [1096, 822, 1117, 833]
agent-entry — [1080, 821, 1760, 833]
agent-details: (Luc-René-Léon-Marie-Joseph), LILLE, 48 bis, rue de l'Hôpital-Militaire. - 57.48.29 à 57.48.31. En Bourse : 55.68.20. — [1191, 1244, 1683, 1255]
admission-year: 1966 — [1096, 1347, 1117, 1358]
agent-details: (Alphonse-Vincent-Marie), PARIS, 1, rue du 4-Septembre (2ᵉ). - 742 27-49. Box Bourse : 236 16-49. (Société d'Exploitation FARRA, ALLAIN et Cie). — [1131, 838, 1756, 860]
agent-name: DU PONT DE COMPIÈGNE — [377, 1583, 496, 1593]
agent-name: DE VIRIEU — [1131, 1074, 1178, 1085]
agent-details: (Pierre-Louis-Paul), O. ✠, ♆, Adjoint au Syndic, PARIS, 53, rue Vivienne (2ᵉ). - 488 13-81 (Quatre lignes groupées). 488 69-97 - 742 75-73. Box Bourse : 236 31-93. Telex 22.774. (FERRI, ROUBI et Cie). — [1131, 865, 1747, 887]
admission-year: 1946 — [342, 945, 364, 956]
admission-year: 1947 — [342, 1087, 364, 1098]
agent-entry — [326, 362, 1006, 374]
admission-year: 1965 — [1096, 1319, 1117, 1330]
